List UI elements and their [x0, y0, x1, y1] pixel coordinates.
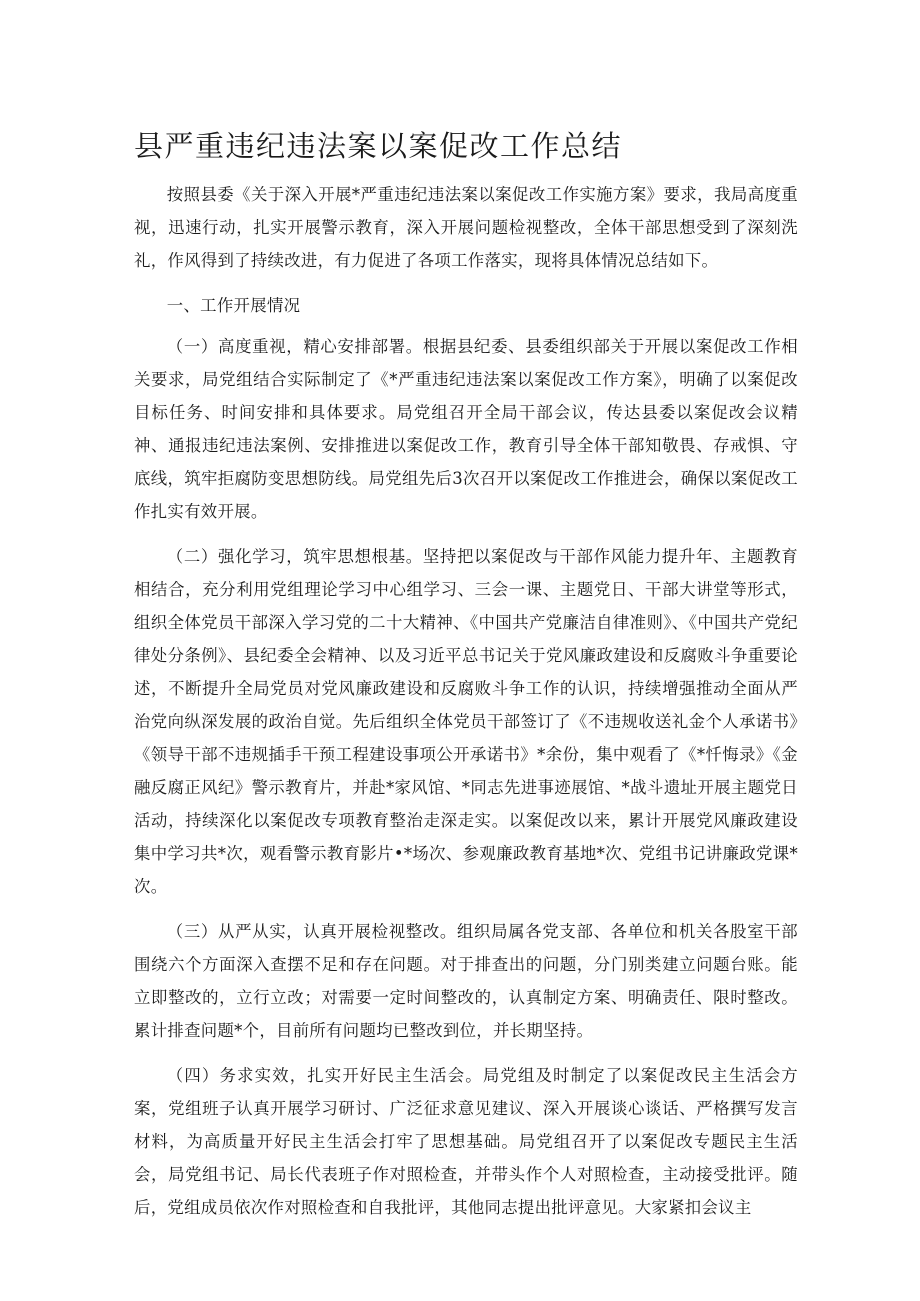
section-heading-work-status: 一、工作开展情况	[166, 296, 301, 315]
document-title: 县严重违纪违法案以案促改工作总结	[134, 129, 623, 163]
paragraph-deployment: （一）高度重视，精心安排部署。根据县纪委、县委组织部关于开展以案促改工作相关要求，局党组结合实际制定了《*严重违纪违法案以案促改工作方案》，明确了以案促改目标任务、时间安排和具体要求。局党组召开全局干部会议，传达县委以案促改会议精神、通报违纪违法案例、安排推进以案促改工作，教育引导全体干部知敬畏、存戒惧、守底线，筑牢拒腐防变思想防线。局党组先后3次召开以案促改工作推进会，确保以案促改工作扎实有效开展。	[134, 337, 798, 521]
intro-paragraph: 按照县委《关于深入开展*严重违纪违法案以案促改工作实施方案》要求，我局高度重视，迅速行动，扎实开展警示教育，深入开展问题检视整改，全体干部思想受到了深刻洗礼，作风得到了持续改进，有力促进了各项工作落实，现将具体情况总结如下。	[134, 185, 798, 270]
paragraph-democratic-life-meeting: （四）务求实效，扎实开好民主生活会。局党组及时制定了以案促改民主生活会方案，党组班子认真开展学习研讨、广泛征求意见建议、深入开展谈心谈话、严格撰写发言材料，为高质量开好民主生活会打牢了思想基础。局党组召开了以案促改专题民主生活会，局党组书记、局长代表班子作对照检查，并带头作个人对照检查，主动接受批评。随后，党组成员依次作对照检查和自我批评，其他同志提出批评意见。大家紧扣会议主	[134, 1066, 798, 1217]
document-body	[134, 178, 798, 1224]
paragraph-rectification: （三）从严从实，认真开展检视整改。组织局属各党支部、各单位和机关各股室干部围绕六个方面深入查摆不足和存在问题。对于排查出的问题，分门别类建立问题台账。能立即整改的，立行立改；对需要一定时间整改的，认真制定方案、明确责任、限时整改。累计排查问题*个，目前所有问题均已整改到位，并长期坚持。	[134, 922, 798, 1040]
paragraph-study: （二）强化学习，筑牢思想根基。坚持把以案促改与干部作风能力提升年、主题教育相结合，充分利用党组理论学习中心组学习、三会一课、主题党日、干部大讲堂等形式，组织全体党员干部深入学习党的二十大精神、《中国共产党廉洁自律准则》、《中国共产党纪律处分条例》、县纪委全会精神、以及习近平总书记关于党风廉政建设和反腐败斗争重要论述，不断提升全局党员对党风廉政建设和反腐败斗争工作的认识，持续增强推动全面从严治党向纵深发展的政治自觉。先后组织全体党员干部签订了《不违规收送礼金个人承诺书》《领导干部不违规插手干预工程建设事项公开承诺书》*余份，集中观看了《*忏悔录》《金融反腐正风纪》警示教育片，并赴*家风馆、*同志先进事迹展馆、*战斗遗址开展主题党日活动，持续深化以案促改专项教育整治走深走实。以案促改以来，累计开展党风廉政建设集中学习共*次，观看警示教育影片•*场次、参观廉政教育基地*次、党组书记讲廉政党课*次。	[134, 547, 798, 896]
